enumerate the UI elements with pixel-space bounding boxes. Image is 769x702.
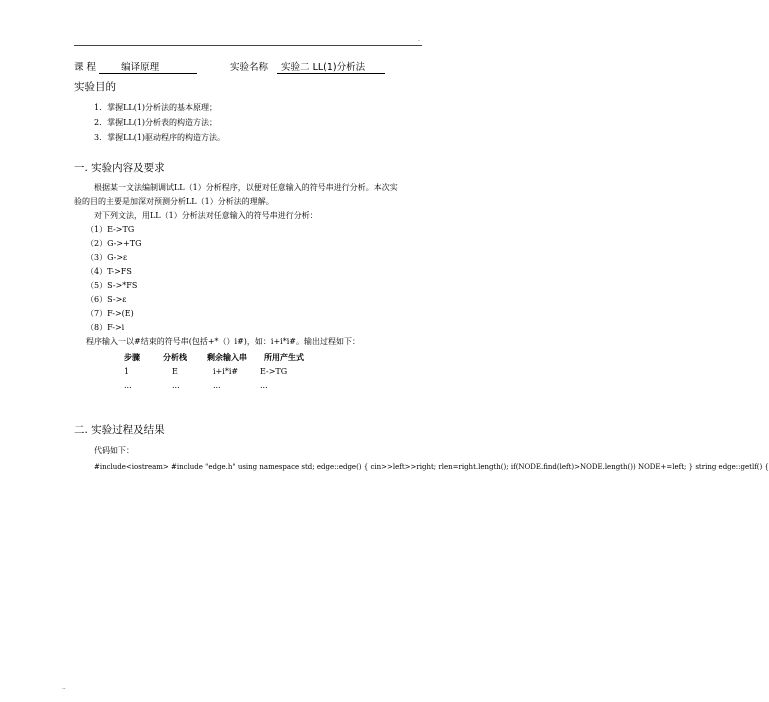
- code-line: string edge::getlf(): [695, 463, 763, 471]
- grammar-rule: （4）T->FS: [86, 267, 132, 276]
- table-header-input: 剩余输入串: [207, 353, 247, 362]
- experiment-value: 实验二 LL(1)分析法: [277, 63, 385, 74]
- code-line: edge::edge(): [316, 463, 362, 471]
- table-cell: 1: [124, 367, 130, 376]
- code-line: cin>>left>>right;: [370, 463, 437, 471]
- experiment-label: 实验名称: [230, 62, 269, 73]
- goal-item: 2．掌握LL(1)分析表的构造方法；: [94, 118, 218, 127]
- table-cell: i+i*i#: [213, 367, 239, 376]
- grammar-rule: （8）F->i: [86, 323, 125, 332]
- experiment-row: [230, 59, 385, 74]
- section1-para1-line2: 验的目的主要是加深对预测分析LL（1）分析法的理解。: [74, 197, 274, 206]
- table-cell: ...: [124, 381, 132, 390]
- grammar-rule: （7）F->(E): [86, 309, 134, 318]
- table-cell: ...: [213, 381, 221, 390]
- section2-intro: 代码如下：: [94, 446, 134, 455]
- course-label: 课 程: [74, 62, 97, 73]
- section1-para3: 程序输入一以#结束的符号串(包括+*（）i#)，如：i+i*i#。输出过程如下：: [86, 337, 360, 346]
- section1-title: 一. 实验内容及要求: [74, 162, 165, 174]
- table-cell: ...: [172, 381, 180, 390]
- course-row: [74, 59, 197, 74]
- goal-item: 1．掌握LL(1)分析法的基本原理；: [94, 103, 218, 112]
- table-header-stack: 分析栈: [163, 353, 187, 362]
- code-line: }: [688, 463, 694, 471]
- header-rule: [74, 45, 422, 46]
- table-cell: E: [172, 367, 178, 376]
- grammar-rule: （3）G->ε: [86, 253, 128, 262]
- code-line: rlen=right.length();: [438, 463, 509, 471]
- code-line: {: [764, 463, 769, 471]
- code-line: #include "edge.h": [171, 463, 236, 471]
- grammar-rule: （6）S->ε: [86, 295, 127, 304]
- grammar-rule: （5）S->*FS: [86, 281, 138, 290]
- course-value: 编译原理: [99, 63, 197, 74]
- code-line: NODE+=left;: [637, 463, 687, 471]
- table-header-step: 步骤: [124, 353, 140, 362]
- corner-mark-bottom: ..: [62, 684, 66, 691]
- table-cell: ...: [260, 381, 268, 390]
- goal-item: 3．掌握LL(1)驱动程序的构造方法。: [94, 133, 226, 142]
- grammar-rule: （1）E->TG: [86, 225, 135, 234]
- section1-para1-line1: 根据某一文法编制调试LL（1）分析程序，以便对任意输入的符号串进行分析。本次实: [94, 183, 398, 192]
- grammar-rule: （2）G->+TG: [86, 239, 142, 248]
- table-cell: E->TG: [260, 367, 288, 376]
- code-line: {: [363, 463, 369, 471]
- code-line: #include<iostream>: [94, 463, 169, 471]
- code-block: [94, 460, 769, 475]
- section1-para2: 对下列文法，用LL（1）分析法对任意输入的符号串进行分析：: [94, 211, 318, 220]
- corner-mark-top: .: [418, 36, 420, 43]
- table-header-production: 所用产生式: [264, 353, 304, 362]
- goals-title: 实验目的: [74, 81, 116, 93]
- code-line: if(NODE.find(left)>NODE.length()): [510, 463, 636, 471]
- code-line: using namespace std;: [237, 463, 315, 471]
- section2-title: 二. 实验过程及结果: [74, 424, 165, 436]
